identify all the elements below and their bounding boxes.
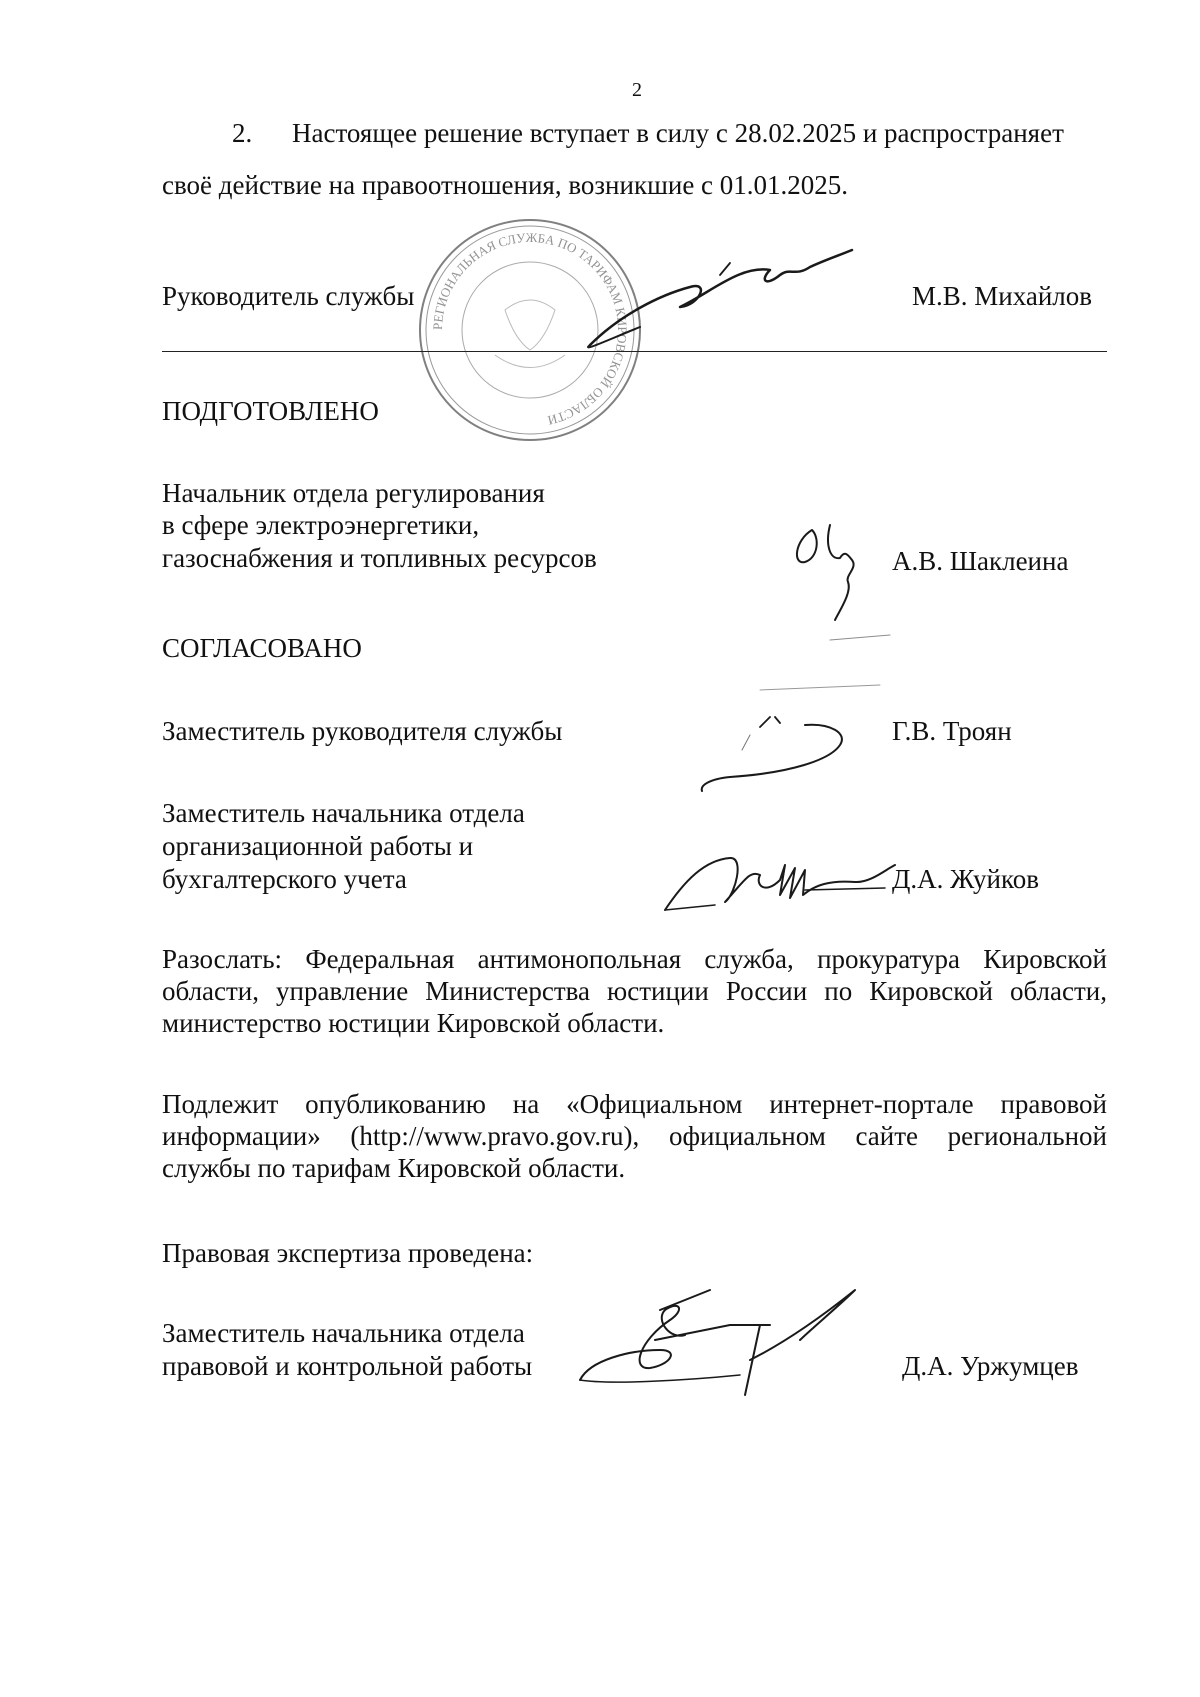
prepared-position-line-3: газоснабжения и топливных ресурсов (162, 543, 597, 573)
agreed-signer-2-position-line-2: организационной работы и (162, 831, 474, 861)
head-name: М.В. Михайлов (912, 281, 1093, 311)
legal-position-line-1: Заместитель начальника отдела (162, 1318, 525, 1348)
signature-prepared (790, 520, 890, 630)
legal-position-line-2: правовой и контрольной работы (162, 1351, 533, 1381)
prepared-name: А.В. Шаклеина (892, 546, 1069, 576)
clause-line-2: своё действие на правоотношения, возникшие с 01.01.2025. (162, 170, 849, 200)
agreed-signer-2-name: Д.А. Жуйков (892, 864, 1039, 894)
signature-legal (570, 1280, 870, 1400)
head-position: Руководитель службы (162, 281, 415, 311)
publication-text: Подлежит опубликованию на «Официальном интернет-портале правовой информации» (http://www.pravo.gov.ru), официальном сайте региональной службы по тарифам Кировской области. (162, 1089, 1107, 1183)
agreed-signer-1-name: Г.В. Троян (892, 716, 1012, 746)
page-number: 2 (632, 79, 642, 101)
clause-number: 2. (232, 118, 253, 148)
stray-marks (740, 630, 900, 700)
agreed-signer-1-position: Заместитель руководителя службы (162, 716, 563, 746)
distribution-text: Разослать: Федеральная антимонопольная служба, прокуратура Кировской области, управление Министерства юстиции России по Кировской области, министерство юстиции Кировской области. (162, 944, 1107, 1038)
agreed-heading: СОГЛАСОВАНО (162, 633, 362, 663)
signature-agreed-1 (690, 705, 870, 795)
legal-heading: Правовая экспертиза проведена: (162, 1238, 534, 1268)
separator-line (162, 351, 1107, 352)
signature-head (580, 235, 860, 365)
prepared-position-line-1: Начальник отдела регулирования (162, 478, 545, 508)
prepared-position-line-2: в сфере электроэнергетики, (162, 510, 480, 540)
agreed-signer-2-position-line-1: Заместитель начальника отдела (162, 798, 525, 828)
clause-line-1: Настоящее решение вступает в силу с 28.02.2025 и распространяет (292, 118, 1064, 148)
signature-agreed-2 (655, 840, 905, 915)
legal-name: Д.А. Уржумцев (902, 1351, 1079, 1381)
prepared-heading: ПОДГОТОВЛЕНО (162, 396, 379, 426)
seal-text: РЕГИОНАЛЬНАЯ СЛУЖБА ПО ТАРИФАМ КИРОВСКОЙ ОБЛАСТИ (429, 229, 631, 429)
agreed-signer-2-position-line-3: бухгалтерского учета (162, 864, 407, 894)
